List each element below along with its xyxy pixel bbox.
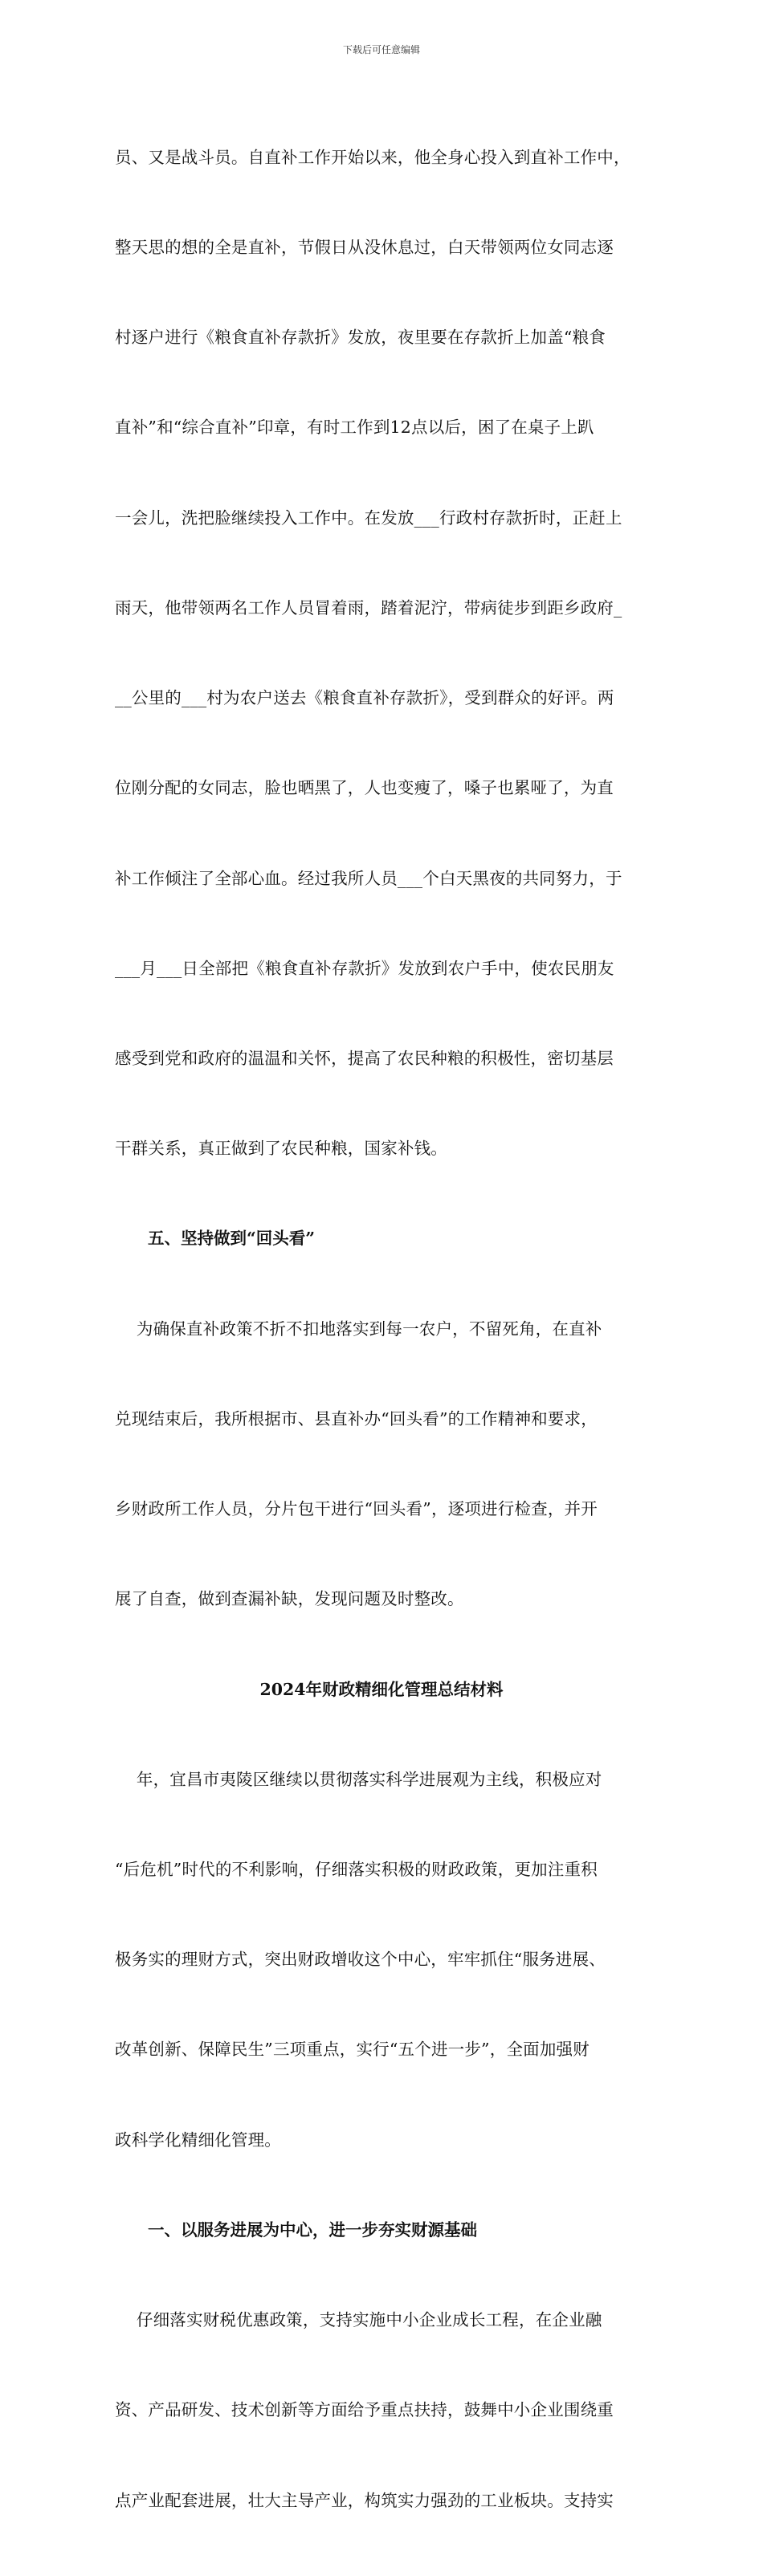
download-note: 下载后可任意编辑 bbox=[342, 44, 420, 55]
text-line: 位刚分配的女同志，脸也晒黑了，人也变瘦了，嗓子也累哑了，为直 bbox=[115, 778, 614, 798]
text-line: __公里的___村为农户送去《粮食直补存款折》，受到群众的好评。两 bbox=[115, 688, 614, 708]
text-line: 补工作倾注了全部心血。经过我所人员___个白天黑夜的共同努力，于 bbox=[115, 868, 622, 888]
text-line: 资、产品研发、技术创新等方面给予重点扶持，鼓舞中小企业围绕重 bbox=[115, 2400, 614, 2420]
text-line: 乡财政所工作人员，分片包干进行“回头看”，逐项进行检查，并开 bbox=[115, 1499, 598, 1519]
text-line: 点产业配套进展，壮大主导产业，构筑实力强劲的工业板块。支持实 bbox=[115, 2490, 614, 2510]
text-line: 政科学化精细化管理。 bbox=[115, 2130, 281, 2150]
text-line: 改革创新、保障民生”三项重点，实行“五个进一步”，全面加强财 bbox=[115, 2040, 590, 2060]
paragraph-direct-subsidy-work bbox=[115, 83, 648, 1224]
text-line: 干群关系，真正做到了农民种粮，国家补钱。 bbox=[115, 1139, 447, 1159]
text-line: 为确保直补政策不折不扣地落实到每一农户，不留死角，在直补 bbox=[115, 1319, 602, 1339]
paragraph-service-development bbox=[115, 2245, 648, 2575]
text-line: 年，宜昌市夷陵区继续以贯彻落实科学进展观为主线，积极应对 bbox=[115, 1769, 602, 1789]
text-line: 仔细落实财税优惠政策，支持实施中小企业成长工程，在企业融 bbox=[115, 2310, 602, 2330]
document-page bbox=[115, 83, 648, 2576]
text-line: ___月___日全部把《粮食直补存款折》发放到农户手中，使农民朋友 bbox=[115, 958, 614, 978]
text-line: “后危机”时代的不利影响，仔细落实积极的财政政策，更加注重积 bbox=[115, 1859, 598, 1879]
text-line: 极务实的理财方式，突出财政增收这个中心，牢牢抓住“服务进展、 bbox=[115, 1950, 606, 1970]
section-heading-service-development: 一、以服务进展为中心，进一步夯实财源基础 bbox=[148, 2219, 477, 2240]
text-line: 直补”和“综合直补”印章，有时工作到12点以后，困了在桌子上趴 bbox=[115, 418, 594, 438]
paragraph-intro bbox=[115, 1705, 648, 2215]
text-line: 兑现结束后，我所根据市、县直补办“回头看”的工作精神和要求， bbox=[115, 1408, 598, 1429]
paragraph-look-back bbox=[115, 1254, 648, 1675]
text-line: 村逐户进行《粮食直补存款折》发放，夜里要在存款折上加盖“粮食 bbox=[115, 328, 606, 348]
document-title: 2024年财政精细化管理总结材料 bbox=[259, 1679, 504, 1699]
section-heading-look-back: 五、坚持做到“回头看” bbox=[148, 1229, 316, 1249]
text-line: 感受到党和政府的温温和关怀，提高了农民种粮的积极性，密切基层 bbox=[115, 1049, 614, 1068]
text-line: 展了自查，做到查漏补缺，发现问题及时整改。 bbox=[115, 1589, 464, 1609]
text-line: 员、又是战斗员。自直补工作开始以来，他全身心投入到直补工作中， bbox=[115, 147, 630, 167]
text-line: 一会儿，洗把脸继续投入工作中。在发放___行政村存款折时，正赶上 bbox=[115, 507, 622, 528]
text-line: 雨天，他带领两名工作人员冒着雨，踏着泥泞，带病徒步到距乡政府_ bbox=[115, 597, 622, 618]
text-line: 整天思的想的全是直补，节假日从没休息过，白天带领两位女同志逐 bbox=[115, 238, 614, 258]
